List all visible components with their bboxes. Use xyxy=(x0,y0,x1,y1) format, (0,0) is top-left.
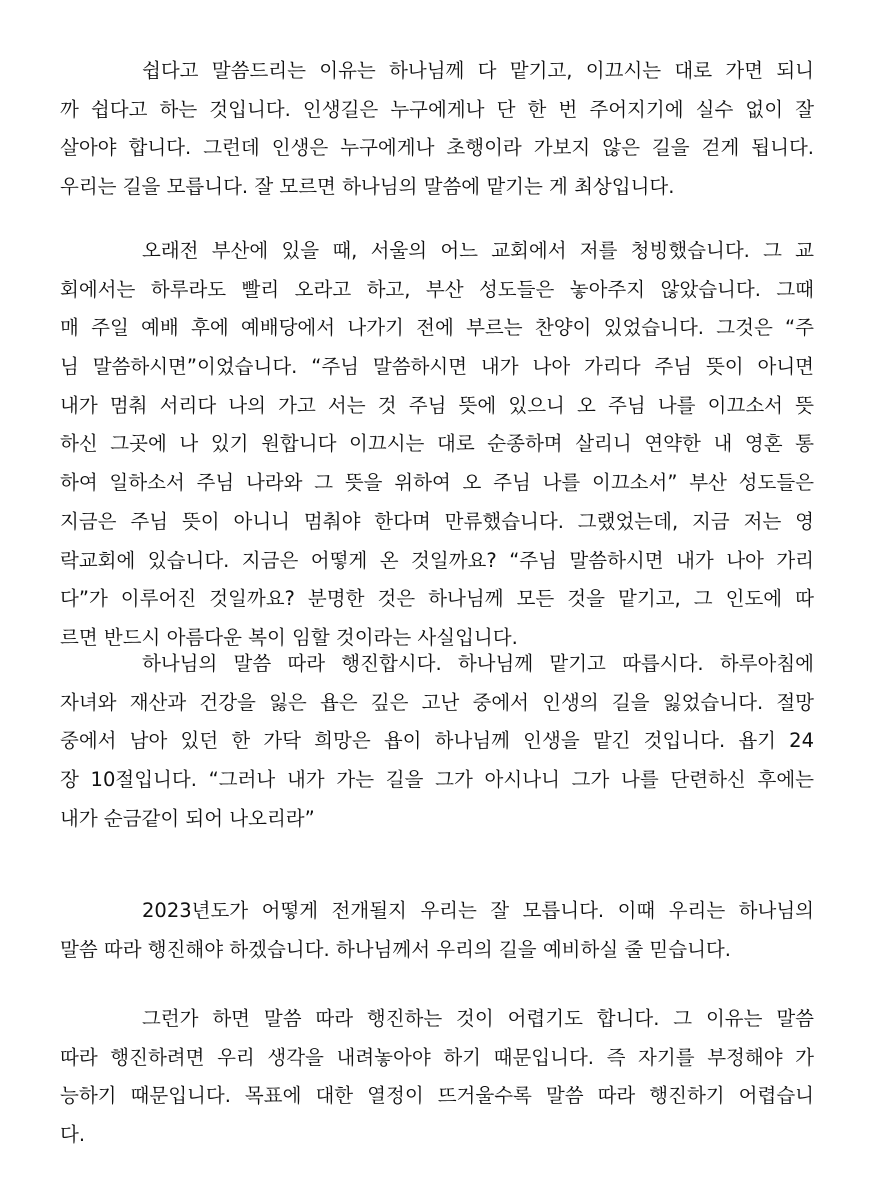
paragraph-line: 하여 일하소서 주님 나라와 그 뜻을 위하여 오 주님 나를 이끄소서” 부산 성도들은 xyxy=(60,471,814,495)
paragraph-line: 중에서 남아 있던 한 가닥 희망은 욥이 하나님께 인생을 맡긴 것입니다. 욥기 24 xyxy=(60,729,814,753)
paragraph-line: 2023년도가 어떻게 전개될지 우리는 잘 모릅니다. 이때 우리는 하나님의 xyxy=(142,899,814,922)
paragraph-4 xyxy=(60,892,814,969)
paragraph-line: 회에서는 하루라도 빨리 오라고 하고, 부산 성도들은 놓아주지 않았습니다. 그때 xyxy=(60,277,814,301)
paragraph-line: 따라 행진하려면 우리 생각을 내려놓아야 하기 때문입니다. 즉 자기를 부정해야 가 xyxy=(60,1045,814,1069)
paragraph-line: 지금은 주님 뜻이 아니니 멈춰야 한다며 만류했습니다. 그랬었는데, 지금 저는 영 xyxy=(60,509,814,533)
paragraph-line: 하신 그곳에 나 있기 원합니다 이끄시는 대로 순종하며 살리니 연약한 내 영혼 통 xyxy=(60,432,814,456)
paragraph-line: 자녀와 재산과 건강을 잃은 욥은 깊은 고난 중에서 인생의 길을 잃었습니다. 절망 xyxy=(60,690,814,714)
paragraph-line: 내가 멈춰 서리다 나의 가고 서는 것 주님 뜻에 있으니 오 주님 나를 이끄소서 뜻 xyxy=(60,393,814,417)
paragraph-line: 능하기 때문입니다. 목표에 대한 열정이 뜨거울수록 말씀 따라 행진하기 어렵습니 xyxy=(60,1084,814,1108)
paragraph-line: 르면 반드시 아름다운 복이 임할 것이라는 사실입니다. xyxy=(60,625,518,649)
paragraph-5 xyxy=(60,1000,814,1155)
paragraph-line: 하나님의 말씀 따라 행진합시다. 하나님께 맡기고 따릅시다. 하루아침에 xyxy=(142,652,814,675)
paragraph-line: 말씀 따라 행진해야 하겠습니다. 하나님께서 우리의 길을 예비하실 줄 믿습니다. xyxy=(60,937,731,961)
paragraph-line: 오래전 부산에 있을 때, 서울의 어느 교회에서 저를 청빙했습니다. 그 교 xyxy=(142,239,814,262)
paragraph-line: 우리는 길을 모릅니다. 잘 모르면 하나님의 말씀에 맡기는 게 최상입니다. xyxy=(60,175,675,199)
paragraph-line: 그런가 하면 말씀 따라 행진하는 것이 어렵기도 합니다. 그 이유는 말씀 xyxy=(142,1007,814,1030)
paragraph-line: 락교회에 있습니다. 지금은 어떻게 온 것일까요? “주님 말씀하시면 내가 나아 가리 xyxy=(60,548,814,572)
paragraph-line: 내가 순금같이 되어 나오리라” xyxy=(60,806,315,830)
paragraph-line: 장 10절입니다. “그러나 내가 가는 길을 그가 아시나니 그가 나를 단련하신 후에는 xyxy=(60,768,814,792)
paragraph-line: 다. xyxy=(60,1123,86,1147)
paragraph-line: 매 주일 예배 후에 예배당에서 나가기 전에 부르는 찬양이 있었습니다. 그것은 “주 xyxy=(60,316,814,340)
paragraph-2 xyxy=(60,232,814,658)
paragraph-line: 다”가 이루어진 것일까요? 분명한 것은 하나님께 모든 것을 맡기고, 그 인도에 따 xyxy=(60,587,814,611)
paragraph-1 xyxy=(60,52,814,207)
paragraph-line: 살아야 합니다. 그런데 인생은 누구에게나 초행이라 가보지 않은 길을 걷게 됩니다. xyxy=(60,136,814,160)
paragraph-line: 님 말씀하시면”이었습니다. “주님 말씀하시면 내가 나아 가리다 주님 뜻이 아니면 xyxy=(60,355,814,379)
paragraph-line: 까 쉽다고 하는 것입니다. 인생길은 누구에게나 단 한 번 주어지기에 실수 없이 잘 xyxy=(60,97,814,121)
paragraph-3 xyxy=(60,645,814,838)
paragraph-line: 쉽다고 말씀드리는 이유는 하나님께 다 맡기고, 이끄시는 대로 가면 되니 xyxy=(142,59,814,82)
